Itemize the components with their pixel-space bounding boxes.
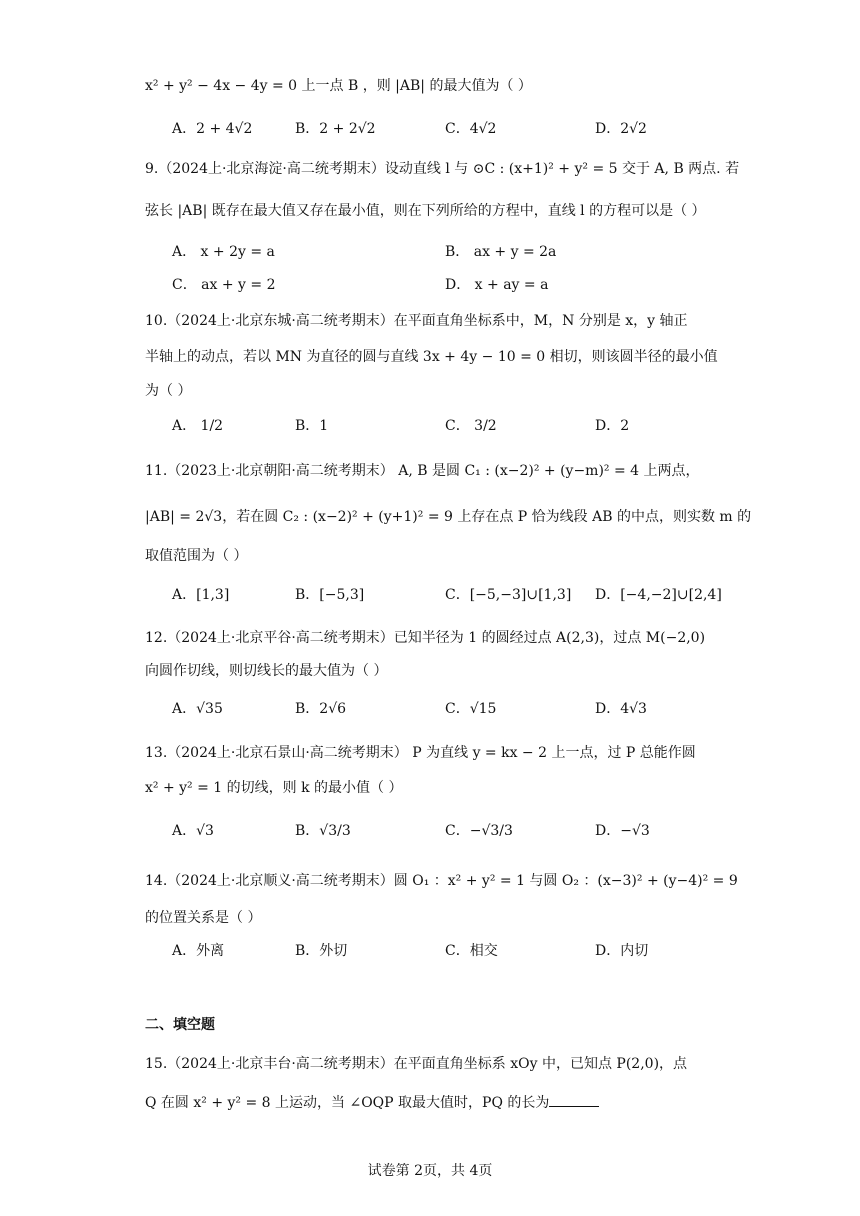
option-q14D[interactable]: D．内切	[595, 943, 649, 959]
option-q8D[interactable]: D．2√2	[595, 121, 647, 137]
option-q11D[interactable]: D．[−4,−2]∪[2,4]	[595, 587, 722, 603]
option-q10B[interactable]: B．1	[295, 418, 329, 434]
question-line-q8-cont: x² + y² − 4x − 4y = 0 上一点 B ，则 |AB| 的最大值为（ ）	[145, 78, 532, 94]
option-q13B[interactable]: B．√3/3	[295, 823, 351, 839]
option-q11C[interactable]: C．[−5,−3]∪[1,3]	[445, 587, 572, 603]
question-line-q13-b: x² + y² = 1 的切线，则 k 的最小值（ ）	[145, 780, 403, 796]
option-q10C[interactable]: C． 3/2	[445, 418, 497, 434]
question-line-q12-b: 向圆作切线，则切线长的最大值为（ ）	[145, 663, 388, 679]
option-q12D[interactable]: D．4√3	[595, 701, 647, 717]
option-q13D[interactable]: D．−√3	[595, 823, 650, 839]
option-q14C[interactable]: C．相交	[445, 943, 498, 959]
question-line-q11-b: |AB| = 2√3，若在圆 C₂ : (x−2)² + (y+1)² = 9 上存在点 P 恰为线段 AB 的中点，则实数 m 的	[145, 509, 752, 525]
option-q14B[interactable]: B．外切	[295, 943, 348, 959]
question-line-q14-b: 的位置关系是（ ）	[145, 910, 262, 926]
question-line-q10-c: 为（ ）	[145, 383, 192, 399]
option-q14A[interactable]: A．外离	[172, 943, 225, 959]
question-line-q9-a: 9.（2024上·北京海淀·高二统考期末）设动直线 l 与 ⊙C : (x+1)² + y² = 5 交于 A, B 两点. 若	[145, 161, 740, 177]
option-q11B[interactable]: B．[−5,3]	[295, 587, 365, 603]
option-q10D[interactable]: D．2	[595, 418, 630, 434]
question-line-q11-c: 取值范围为（ ）	[145, 548, 248, 564]
question-line-q9-b: 弦长 |AB| 既存在最大值又存在最小值，则在下列所给的方程中，直线 l 的方程可以是（ ）	[145, 203, 706, 219]
question-line-q14-a: 14.（2024上·北京顺义·高二统考期末）圆 O₁ ：x² + y² = 1 与圆 O₂ ：(x−3)² + (y−4)² = 9	[145, 873, 738, 889]
question-line-q15-a: 15.（2024上·北京丰台·高二统考期末）在平面直角坐标系 xOy 中，已知点 P(2,0)，点	[145, 1056, 688, 1072]
answer-blank[interactable]	[549, 1092, 599, 1107]
option-q8B[interactable]: B．2 + 2√2	[295, 121, 376, 137]
option-q9D[interactable]: D． x + ay = a	[445, 277, 549, 293]
option-q9A[interactable]: A． x + 2y = a	[172, 244, 275, 260]
option-q9B[interactable]: B． ax + y = 2a	[445, 244, 557, 260]
question-line-q11-a: 11.（2023上·北京朝阳·高二统考期末） A, B 是圆 C₁ : (x−2)² + (y−m)² = 4 上两点，	[145, 463, 700, 479]
option-q12C[interactable]: C．√15	[445, 701, 497, 717]
option-q12A[interactable]: A．√35	[172, 701, 223, 717]
option-q12B[interactable]: B．2√6	[295, 701, 347, 717]
option-q8A[interactable]: A．2 + 4√2	[172, 121, 253, 137]
question-line-q10-b: 半轴上的动点，若以 MN 为直径的圆与直线 3x + 4y − 10 = 0 相切，则该圆半径的最小值	[145, 349, 718, 365]
question-line-q10-a: 10.（2024上·北京东城·高二统考期末）在平面直角坐标系中，M，N 分别是 x，y 轴正	[145, 313, 688, 329]
option-q13C[interactable]: C．−√3/3	[445, 823, 513, 839]
question-line-q13-a: 13.（2024上·北京石景山·高二统考期末） P 为直线 y = kx − 2 上一点，过 P 总能作圆	[145, 745, 696, 761]
option-q11A[interactable]: A．[1,3]	[172, 587, 230, 603]
page-footer: 试卷第 2页，共 4页	[367, 1163, 493, 1179]
option-q8C[interactable]: C．4√2	[445, 121, 497, 137]
option-q9C[interactable]: C． ax + y = 2	[172, 277, 276, 293]
section-title: 二、填空题	[145, 1017, 215, 1033]
question-line-q12-a: 12.（2024上·北京平谷·高二统考期末）已知半径为 1 的圆经过点 A(2,3)，过点 M(−2,0)	[145, 630, 706, 646]
option-q10A[interactable]: A． 1/2	[172, 418, 224, 434]
option-q13A[interactable]: A．√3	[172, 823, 214, 839]
question-line-q15-b: Q 在圆 x² + y² = 8 上运动，当 ∠OQP 取最大值时，PQ 的长为	[145, 1092, 599, 1114]
